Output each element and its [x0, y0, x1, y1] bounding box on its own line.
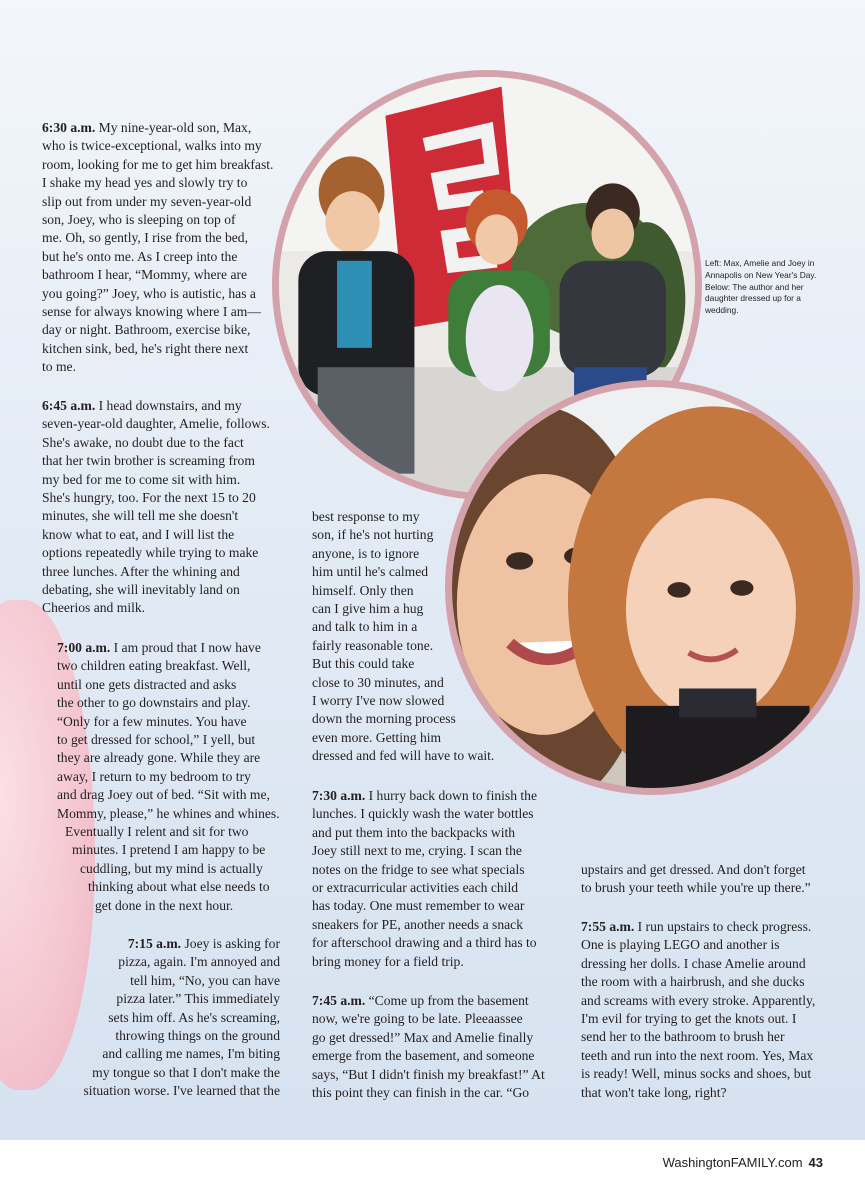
- entry-time: 7:55 a.m.: [581, 919, 635, 934]
- caption-line: Below: The author and her: [705, 281, 804, 292]
- caption-line: wedding.: [705, 305, 739, 316]
- entry-text: Cheerios and milk.: [42, 600, 146, 616]
- entry-text: him until he's calmed: [312, 564, 429, 580]
- entry-text: teeth and run into the next room. Yes, Max: [581, 1047, 814, 1063]
- entry-text: day or night. Bathroom, exercise bike,: [42, 322, 251, 338]
- entry-text: for afterschool drawing and a third has to: [312, 935, 537, 951]
- caption-line: Annapolis on New Year's Day.: [705, 269, 817, 280]
- entry-time: 7:00 a.m.: [57, 640, 111, 655]
- entry-text: until one gets distracted and asks: [57, 676, 237, 692]
- entry-text: kitchen sink, bed, he's right there next: [42, 340, 249, 356]
- entry-text: seven-year-old daughter, Amelie, follows.: [42, 416, 270, 432]
- photo-caption: [705, 258, 825, 317]
- entry-7-45: [312, 992, 567, 1102]
- entry-text: that her twin brother is screaming from: [42, 453, 255, 469]
- entry-text: says, “But I didn't finish my breakfast!” At: [312, 1066, 545, 1082]
- entry-text: I run upstairs to check progress.: [634, 919, 812, 934]
- entry-text: away, I return to my bedroom to try: [57, 768, 251, 784]
- entry-text: minutes, she will tell me she doesn't: [42, 508, 239, 524]
- entry-text: throwing things on the ground: [115, 1028, 280, 1044]
- entry-text: lunches. I quickly wash the water bottles: [312, 806, 534, 822]
- entry-text: himself. Only then: [312, 582, 414, 598]
- footer-site: WashingtonFAMILY.com: [662, 1155, 803, 1170]
- entry-text: and put them into the backpacks with: [312, 824, 516, 840]
- entry-text: I hurry back down to finish the: [365, 788, 538, 803]
- entry-text: has today. One must remember to wear: [312, 898, 525, 914]
- entry-text: this point they can finish in the car. “Go: [312, 1085, 530, 1101]
- entry-text: to brush your teeth while you're up there.”: [581, 880, 811, 896]
- page-folio: [663, 1155, 823, 1170]
- entry-time: 7:45 a.m.: [312, 993, 366, 1008]
- entry-text: minutes. I pretend I am happy to be: [72, 842, 266, 858]
- entry-text: and drag Joey out of bed. “Sit with me,: [57, 787, 270, 803]
- entry-text: my bed for me to come sit with him.: [42, 471, 241, 487]
- entry-text: fairly reasonable tone.: [312, 637, 434, 653]
- entry-text: to get dressed for school,” I yell, but: [57, 732, 256, 748]
- entry-text: I am proud that I now have: [110, 640, 261, 655]
- entry-text: they are already gone. While they are: [57, 750, 261, 766]
- entry-7-00: [0, 639, 300, 915]
- entry-continued-upstairs: [581, 861, 841, 898]
- entry-text: down the morning process: [312, 711, 456, 727]
- entry-text: get done in the next hour.: [95, 897, 234, 913]
- footer: [0, 1140, 865, 1200]
- entry-text: but he's onto me. As I creep into the: [42, 248, 238, 264]
- entry-time: 7:30 a.m.: [312, 788, 366, 803]
- entry-text: bathroom I hear, “Mommy, where are: [42, 267, 248, 283]
- entry-text: I head downstairs, and my: [95, 398, 242, 413]
- entry-text: anyone, is to ignore: [312, 545, 420, 561]
- entry-text: two children eating breakfast. Well,: [57, 658, 251, 674]
- entry-text: emerge from the basement, and someone: [312, 1048, 535, 1064]
- entry-text: that won't take long, right?: [581, 1084, 727, 1100]
- entry-text: sets him off. As he's screaming,: [108, 1009, 280, 1025]
- entry-text: slip out from under my seven-year-old: [42, 193, 252, 209]
- entry-text: pizza, again. I'm annoyed and: [118, 954, 280, 970]
- entry-text: Eventually I relent and sit for two: [65, 824, 249, 840]
- entry-text: is ready! Well, minus socks and shoes, but: [581, 1066, 812, 1082]
- entry-text: I worry I've now slowed: [312, 693, 445, 709]
- entry-text: to me.: [42, 359, 76, 375]
- entry-text: Joey is asking for: [181, 936, 280, 951]
- entry-text: even more. Getting him: [312, 729, 442, 745]
- entry-continued-ignore: [312, 508, 562, 766]
- entry-time: 6:30 a.m.: [42, 120, 96, 135]
- entry-text: sense for always knowing where I am—: [42, 304, 261, 320]
- entry-text: She's hungry, too. For the next 15 to 20: [42, 490, 256, 506]
- entry-text: and screams with every stroke. Apparently,: [581, 992, 816, 1008]
- entry-text: “Only for a few minutes. You have: [57, 713, 247, 729]
- entry-text: upstairs and get dressed. And don't forget: [581, 862, 806, 877]
- entry-text: I'm evil for trying to get the knots out. I: [581, 1011, 797, 1027]
- entry-text: three lunches. After the whining and: [42, 563, 240, 579]
- entry-text: options repeatedly while trying to make: [42, 545, 259, 561]
- entry-text: bring money for a field trip.: [312, 953, 464, 969]
- caption-line: daughter dressed up for a: [705, 293, 801, 304]
- entry-text: my tongue so that I don't make the: [92, 1064, 280, 1080]
- entry-time: 7:15 a.m.: [127, 936, 182, 951]
- entry-text: now, we're going to be late. Pleeaassee: [312, 1011, 523, 1027]
- entry-text: best response to my: [312, 509, 420, 524]
- entry-text: son, if he's not hurting: [312, 527, 434, 543]
- entry-text: room, looking for me to get him breakfast.: [42, 156, 274, 172]
- entry-text: close to 30 minutes, and: [312, 674, 444, 690]
- entry-text: She's awake, no doubt due to the fact: [42, 434, 244, 450]
- entry-text: sneakers for PE, another needs a snack: [312, 916, 524, 932]
- entry-text: tell him, “No, you can have: [130, 972, 280, 988]
- entry-text: One is playing LEGO and another is: [581, 937, 780, 953]
- entry-text: send her to the bathroom to brush her: [581, 1029, 785, 1045]
- entry-text: the room with a hairbrush, and she ducks: [581, 974, 805, 990]
- entry-text: situation worse. I've learned that the: [83, 1083, 280, 1099]
- caption-line: Left: Max, Amelie and Joey in: [705, 258, 815, 268]
- entry-text: dressing her dolls. I chase Amelie around: [581, 955, 806, 971]
- entry-text: you going?” Joey, who is autistic, has a: [42, 285, 256, 301]
- entry-text: dressed and fed will have to wait.: [312, 748, 495, 764]
- entry-text: notes on the fridge to see what specials: [312, 861, 525, 877]
- entry-text: me. Oh, so gently, I rise from the bed,: [42, 230, 248, 246]
- entry-text: know what to eat, and I will list the: [42, 526, 235, 542]
- entry-text: cuddling, but my mind is actually: [80, 860, 263, 876]
- entry-text: go get dressed!” Max and Amelie finally: [312, 1029, 534, 1045]
- page-number: 43: [808, 1155, 823, 1170]
- entry-7-30: [312, 787, 567, 971]
- entry-text: and calling me names, I'm biting: [102, 1046, 280, 1062]
- entry-6-45: [42, 397, 292, 618]
- entry-text: and talk to him in a: [312, 619, 418, 635]
- entry-text: “Come up from the basement: [365, 993, 529, 1008]
- entry-text: debating, she will inevitably land on: [42, 582, 240, 598]
- entry-6-30: [42, 119, 292, 377]
- entry-text: or extracurricular activities each child: [312, 880, 519, 896]
- entry-7-55: [581, 918, 841, 1102]
- entry-text: who is twice-exceptional, walks into my: [42, 138, 262, 154]
- entry-text: the other to go downstairs and play.: [57, 695, 251, 711]
- entry-text: I shake my head yes and slowly try to: [42, 175, 248, 191]
- entry-text: My nine-year-old son, Max,: [95, 120, 252, 135]
- entry-text: son, Joey, who is sleeping on top of: [42, 212, 236, 228]
- entry-text: Mommy, please,” he whines and whines.: [57, 805, 280, 821]
- entry-text: But this could take: [312, 656, 415, 672]
- entry-time: 6:45 a.m.: [42, 398, 96, 413]
- entry-text: pizza later.” This immediately: [116, 991, 280, 1007]
- entry-7-15: [0, 935, 280, 1101]
- entry-text: thinking about what else needs to: [88, 879, 270, 895]
- entry-text: Joey still next to me, crying. I scan the: [312, 843, 522, 859]
- entry-text: can I give him a hug: [312, 601, 424, 617]
